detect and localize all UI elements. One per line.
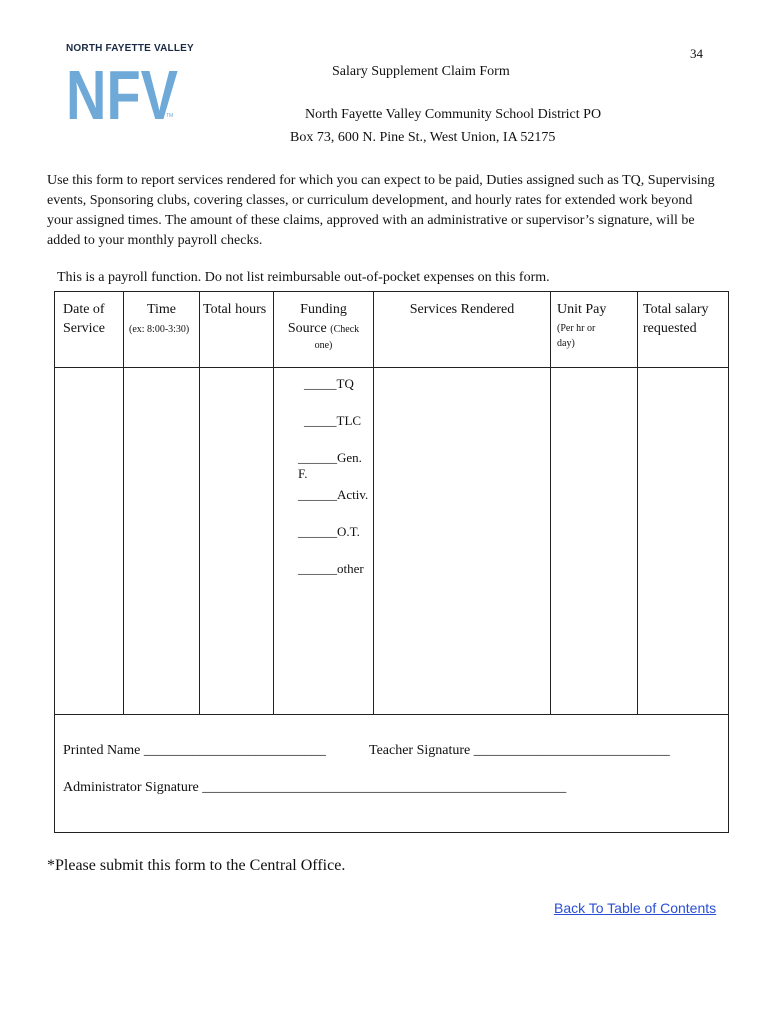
header-unit-pay: Unit Pay (Per hr or day) <box>551 292 638 368</box>
unit-pay-cell[interactable] <box>551 368 638 715</box>
header-services-rendered: Services Rendered <box>374 292 551 368</box>
funding-option-activ[interactable]: ______Activ. <box>298 487 369 502</box>
table-header-row <box>55 292 729 368</box>
submit-note: *Please submit this form to the Central Office. <box>47 857 346 874</box>
funding-option-tlc[interactable]: _____TLC <box>304 413 362 428</box>
header-time: Time (ex: 8:00-3:30) <box>124 292 200 368</box>
funding-option-gen-f[interactable]: ______Gen. F. <box>298 450 362 481</box>
nfv-logo <box>66 57 181 123</box>
services-rendered-cell[interactable] <box>374 368 551 715</box>
back-to-contents-link[interactable]: Back To Table of Contents <box>554 900 717 916</box>
time-cell[interactable] <box>124 368 200 715</box>
payroll-note: This is a payroll function. Do not list reimbursable out-of-pocket expenses on this form. <box>57 270 550 285</box>
funding-option-other[interactable]: ______other <box>298 561 364 576</box>
district-address-line1: North Fayette Valley Community School District PO <box>305 107 602 122</box>
signature-row <box>55 715 729 833</box>
total-hours-cell[interactable] <box>200 368 274 715</box>
signature-block <box>55 715 729 833</box>
trademark-mark <box>166 110 180 118</box>
district-address-line2: Box 73, 600 N. Pine St., West Union, IA 52175 <box>290 130 556 145</box>
logo-org-name: NORTH FAYETTE VALLEY <box>66 43 194 54</box>
logo-mark: TM <box>166 113 174 118</box>
form-title: Salary Supplement Claim Form <box>332 64 510 79</box>
logo-letters: NFV <box>66 57 179 123</box>
funding-option-tq[interactable]: _____TQ <box>304 376 354 391</box>
date-of-service-cell[interactable] <box>55 368 124 715</box>
claim-table <box>54 291 729 833</box>
header-date-of-service: Date of Service <box>55 292 124 368</box>
printed-name-field[interactable]: Printed Name __________________________ <box>63 743 326 758</box>
intro-paragraph: Use this form to report services rendered for which you can expect to be paid, Duties assigned such as TQ, Supervising events, Sponsoring clubs, covering classes, or curriculum development, and hourly rates for extended work beyond your assigned times. The amount of these claims, approved with an administrative or supervisor’s signature, will be added to your monthly payroll checks. <box>47 173 715 248</box>
funding-option-ot[interactable]: ______O.T. <box>298 524 360 539</box>
header-total-hours: Total hours <box>200 292 274 368</box>
table-entry-row <box>55 368 729 715</box>
administrator-signature-field[interactable]: Administrator Signature ____________________________________________________ <box>63 780 567 795</box>
total-salary-cell[interactable] <box>638 368 729 715</box>
header-funding-source: Funding Source (Check one) <box>274 292 374 368</box>
page-number: 34 <box>690 46 703 61</box>
funding-source-cell <box>274 368 374 715</box>
header-total-salary: Total salary requested <box>638 292 729 368</box>
teacher-signature-field[interactable]: Teacher Signature ____________________________ <box>369 743 670 758</box>
